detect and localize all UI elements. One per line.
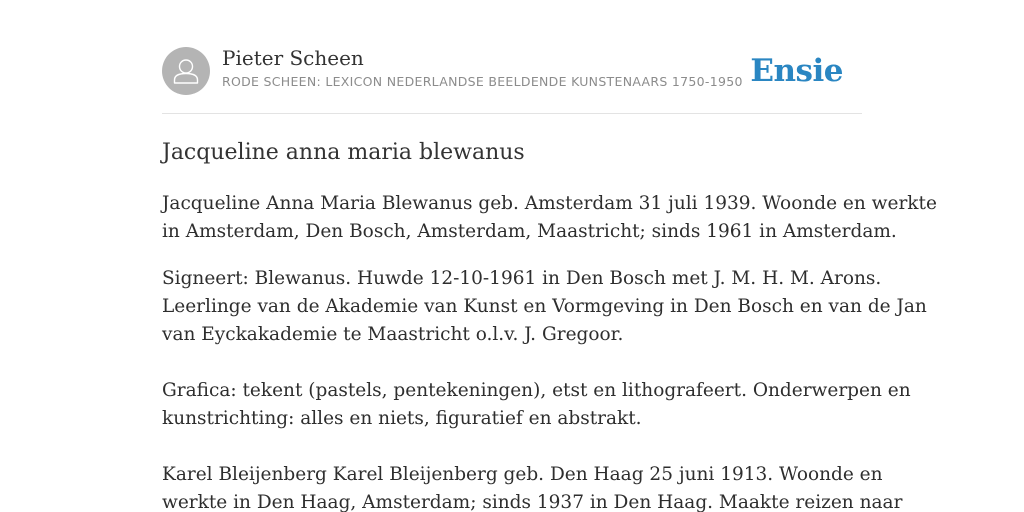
- user-silhouette-icon: [162, 47, 210, 95]
- paragraph-line: werkte in Den Haag, Amsterdam; sinds 1937 in Den Haag. Maakte reizen naar: [162, 492, 903, 512]
- paragraph-line: van Eyckakademie te Maastricht o.l.v. J. Gregoor.: [162, 324, 624, 345]
- author-name[interactable]: Pieter Scheen: [222, 46, 364, 70]
- ensie-logo[interactable]: Ensie: [750, 53, 843, 89]
- paragraph-line: Grafica: tekent (pastels, pentekeningen), etst en lithografeert. Onderwerpen en: [162, 380, 911, 401]
- paragraph-line: Karel Bleijenberg Karel Bleijenberg geb. Den Haag 25 juni 1913. Woonde en: [162, 464, 883, 485]
- article-paragraph: [162, 377, 911, 433]
- page-title: Jacqueline anna maria blewanus: [162, 140, 525, 165]
- article-paragraph: [162, 265, 927, 349]
- article-paragraph: [162, 461, 902, 512]
- paragraph-line: Leerlinge van de Akademie van Kunst en Vormgeving in Den Bosch en van de Jan: [162, 296, 927, 317]
- paragraph-line: Signeert: Blewanus. Huwde 12-10-1961 in Den Bosch met J. M. H. M. Arons.: [162, 268, 882, 289]
- paragraph-line: Jacqueline Anna Maria Blewanus geb. Amsterdam 31 juli 1939. Woonde en werkte: [162, 193, 937, 214]
- article-header: [162, 46, 862, 96]
- author-avatar[interactable]: [162, 47, 210, 95]
- source-title[interactable]: RODE SCHEEN: LEXICON NEDERLANDSE BEELDENDE KUNSTENAARS 1750-1950: [222, 74, 743, 89]
- article-paragraph: [162, 190, 937, 246]
- paragraph-line: in Amsterdam, Den Bosch, Amsterdam, Maastricht; sinds 1961 in Amsterdam.: [162, 221, 897, 242]
- paragraph-line: kunstrichting: alles en niets, figuratief en abstrakt.: [162, 408, 642, 429]
- header-divider: [162, 113, 862, 114]
